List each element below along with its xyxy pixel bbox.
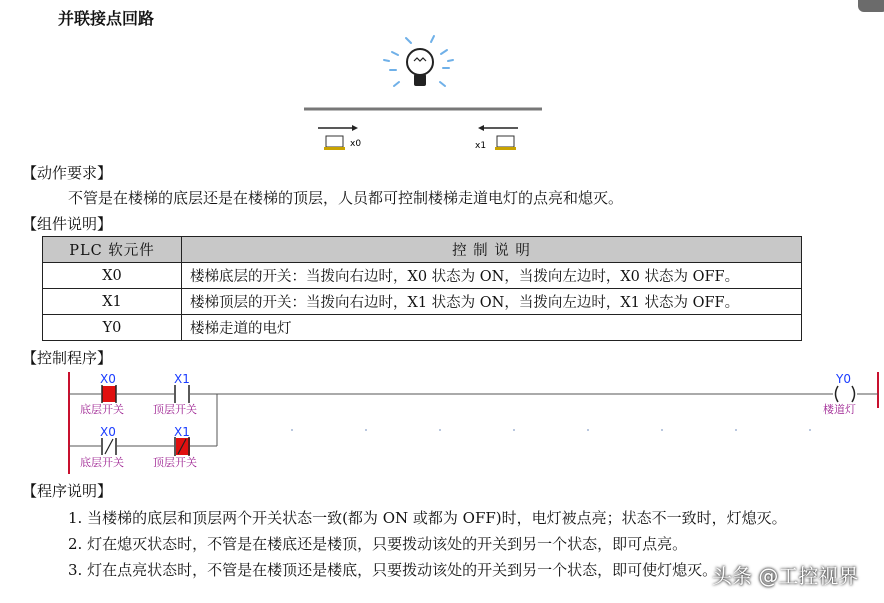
contact-comment: 底层开关 (80, 403, 124, 416)
desc-cell: 楼梯走道的电灯 (182, 315, 802, 341)
coil-comment: 楼道灯 (823, 403, 856, 416)
table-header: PLC 软元件 (43, 237, 182, 263)
switch-x1 (475, 125, 518, 151)
table-header-row (43, 237, 802, 263)
component-table (42, 236, 802, 341)
table-row (43, 315, 802, 341)
contact-address: X0 (100, 425, 116, 439)
bulb-icon (384, 36, 453, 86)
switch-x0 (318, 125, 361, 150)
prog-line: 3. 灯在点亮状态时，不管是在楼顶还是楼底，只要拨动该处的开关到另一个状态，即可使灯熄灭。 (68, 561, 718, 579)
prog-line: 1. 当楼梯的底层和顶层两个开关状态一致(都为 ON 或都为 OFF)时，电灯被点亮；状态不一致时，灯熄灭。 (68, 509, 787, 527)
coil-address: Y0 (836, 372, 851, 386)
section-control-program: 【控制程序】 (22, 349, 113, 367)
contact-address: X1 (174, 372, 190, 386)
stair-diagram (300, 30, 550, 155)
coil-y0[interactable] (836, 386, 855, 402)
contact-comment: 顶层开关 (153, 403, 197, 416)
contact-comment: 顶层开关 (153, 456, 197, 469)
contact-x1-nc[interactable] (175, 437, 190, 456)
ladder-diagram (0, 368, 884, 476)
device-cell: X1 (43, 289, 182, 315)
watermark: 头条 @工控视界 (712, 564, 859, 588)
svg-text:x1: x1 (475, 141, 487, 151)
corner-button[interactable] (858, 0, 884, 12)
section-action-requirement: 【动作要求】 (22, 164, 113, 182)
contact-x0-no[interactable] (102, 385, 116, 403)
desc-cell: 楼梯底层的开关：当拨向右边时，X0 状态为 ON，当拨向左边时，X0 状态为 OFF。 (182, 263, 802, 289)
contact-address: X1 (174, 425, 190, 439)
table-row (43, 263, 802, 289)
action-text: 不管是在楼梯的底层还是在楼梯的顶层，人员都可控制楼梯走道电灯的点亮和熄灭。 (68, 189, 624, 207)
page-title: 并联接点回路 (58, 9, 155, 28)
contact-comment: 底层开关 (80, 456, 124, 469)
contact-x0-nc[interactable] (102, 438, 116, 455)
svg-text:x0: x0 (350, 139, 362, 149)
device-cell: X0 (43, 263, 182, 289)
contact-address: X0 (100, 372, 116, 386)
device-cell: Y0 (43, 315, 182, 341)
section-program-description: 【程序说明】 (22, 482, 113, 500)
table-row (43, 289, 802, 315)
table-header: 控 制 说 明 (182, 237, 802, 263)
contact-x1-no[interactable] (175, 385, 189, 403)
prog-line: 2. 灯在熄灭状态时，不管是在楼底还是楼顶，只要拨动该处的开关到另一个状态，即可点亮。 (68, 535, 688, 553)
desc-cell: 楼梯顶层的开关：当拨向右边时，X1 状态为 ON，当拨向左边时，X1 状态为 OFF。 (182, 289, 802, 315)
section-components: 【组件说明】 (22, 215, 113, 233)
